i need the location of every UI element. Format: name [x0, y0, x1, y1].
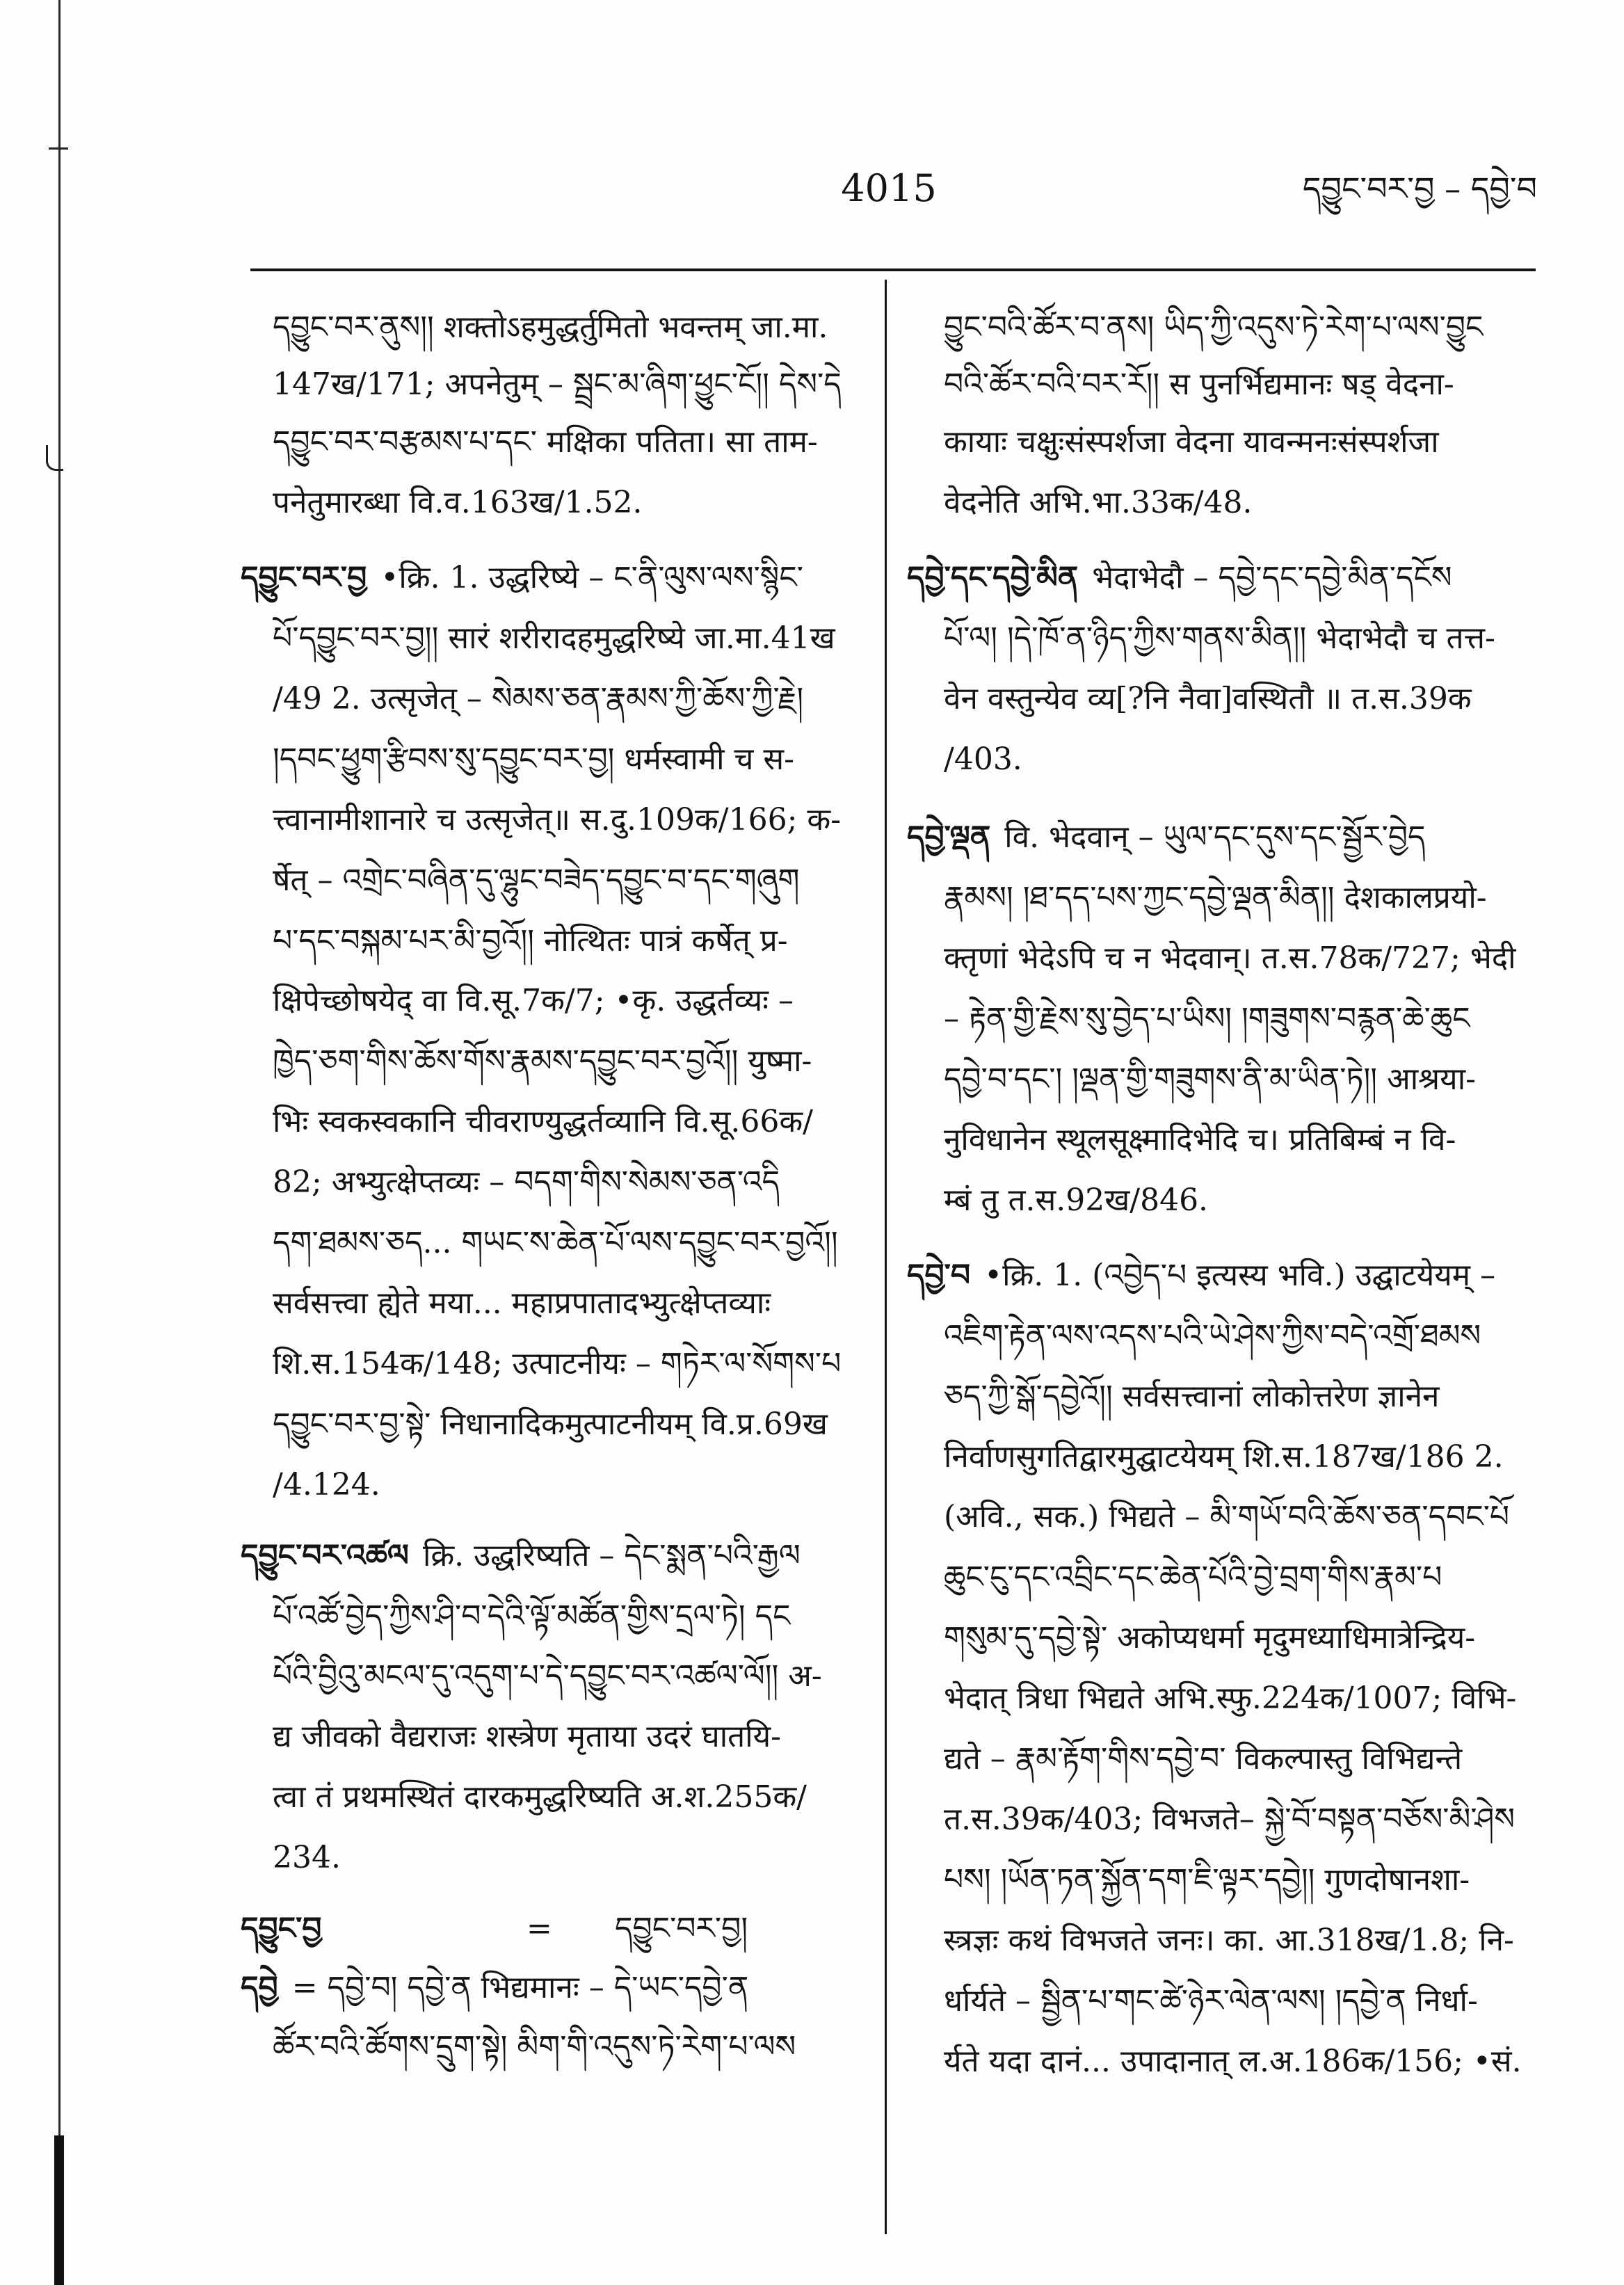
text-line: དབྱེ་བ་དང་། །ལྡན་གྱི་གཟུགས་ནི་མ་ཡིན་ཏེ།། आश्रया- [944, 1061, 1476, 1097]
text-line: པོ་ལ། །དེ་ཁོ་ན་ཉིད་ཀྱིས་གནས་མིན།། भेदाभेदौ च तत्त- [944, 620, 1495, 656]
text-line: དབྱུང་བར་བརྩམས་པ་དང་ मक्षिका पतिता। सा ताम- [273, 424, 818, 460]
entry-line [241, 550, 872, 606]
text-line: གསུམ་དུ་དབྱེ་སྟེ་ अकोप्यधर्मा मृदुमध्याधिमात्रेन्द्रिय- [944, 1620, 1476, 1655]
text-line: र्धार्यते – སྦྱིན་པ་གང་ཚེ་ཉེར་ལེན་ལས། །དབྱེ་ན निर्धा- [944, 1983, 1478, 2019]
text-line: ཚོར་བའི་ཚོགས་དྲུག་སྟེ། མིག་གི་འདུས་ཏེ་རེག་པ་ལས [273, 2029, 796, 2064]
header-rule [250, 268, 1536, 271]
text-line: शि.स.154क/148; उत्पाटनीयः – གཏེར་ལ་སོགས་པ [273, 1346, 842, 1381]
text-line: པ་དང་བསྐམ་པར་མི་བྱའོ།། नोत्थितः पात्रं कर्षेत् प्र- [273, 923, 788, 959]
text-line: म्बं तु त.स.92ख/846. [944, 1182, 1209, 1218]
headword: དབྱེ་བ [907, 1258, 971, 1293]
text-line: भिः स्वकस्वकानि चीवराण्युद्धर्तव्यानि वि.सू.66क/ [273, 1104, 813, 1139]
scan-binding-edge [54, 2135, 64, 2285]
text-line: (अवि., सक.) भिद्यते – མི་གཡོ་བའི་ཆོས་ཅན་དབང་པོ [944, 1499, 1510, 1534]
equals-sign: = [526, 1911, 552, 1946]
text-line: – རྟེན་གྱི་རྗེས་སུ་བྱེད་པ་ཡིས། །གཟུགས་བརྙན་ཆེ་ཆུང [944, 1001, 1470, 1036]
text-line: 82; अभ्युत्क्षेप्तव्यः – བདག་གིས་སེམས་ཅན་འདི [273, 1164, 780, 1200]
text-line: कायाः चक्षुःसंस्पर्शजा वेदना यावन्मनःसंस्पर्शजा [944, 424, 1439, 460]
cross-reference-target: དབྱུང་བར་བྱ། [615, 1911, 748, 1946]
text-line: र्यते यदा दानं... उपादानात् ल.अ.186क/156; •सं. [944, 2044, 1522, 2079]
text-line: /49 2. उत्सृजेत् – སེམས་ཅན་རྣམས་ཀྱི་ཆོས་ཀྱི་རྗེ། [273, 681, 804, 716]
text-line: པོ་འཚོ་བྱེད་ཀྱིས་ཤི་བ་དེའི་ལྟོ་མཚོན་གྱིས་དྲལ་ཏེ། དང [273, 1598, 791, 1634]
text-line: /4.124. [273, 1467, 380, 1502]
text-line: त्त्वानामीशानारे च उत्सृजेत्॥ स.दु.109क/166; क- [273, 802, 842, 837]
text-line: པས། །ཡོན་ཏན་སྐྱོན་དག་ཇི་ལྟར་དབྱེ།། गुणदोषानशा- [944, 1862, 1470, 1898]
running-head: དབྱུང་བར་བྱ – དབྱེ་བ [1302, 170, 1537, 207]
entry-text: •क्रि. 1. उद्धरिष्ये – ང་ནི་ལུས་ལས་སྙིང་ [380, 560, 803, 595]
text-line: क्षिपेच्छोषयेद् वा वि.सू.7क/7; •कृ. उद्धर्तव्यः – [273, 983, 794, 1018]
text-line: वेदनेति अभि.भा.33क/48. [944, 485, 1253, 520]
text-line: निर्वाणसुगतिद्वारमुद्घाटयेयम् शि.स.187ख/186 2. [944, 1439, 1504, 1475]
text-line: स्त्रज्ञः कथं विभजते जनः। का. आ.318ख/1.8; नि- [944, 1923, 1514, 1958]
scan-margin-mark [46, 445, 63, 471]
text-line: པོ་དབྱུང་བར་བྱ།། सारं शरीरादहमुद्धरिष्ये जा.मा.41ख [273, 620, 835, 656]
page-number: 4015 [841, 166, 937, 210]
entry-line [907, 550, 1536, 606]
text-line: ཁྱེད་ཅག་གིས་ཆོས་གོས་རྣམས་དབྱུང་བར་བྱའོ།། युष्मा- [273, 1043, 812, 1079]
entry-line [907, 810, 1536, 865]
text-line: भेदात् त्रिधा भिद्यते अभि.स्फु.224क/1007; विभि- [944, 1681, 1517, 1716]
entry-line [241, 1528, 872, 1584]
text-line: द्यते – རྣམ་རྟོག་གིས་དབྱེ་བ་ विकल्पास्तु विभिद्यन्ते [944, 1741, 1463, 1777]
entry-line [241, 1960, 872, 2016]
entry-text: भेदाभेदौ – དབྱེ་དང་དབྱེ་མིན་དངོས [1092, 560, 1452, 595]
text-line: དག་ཐམས་ཅད... གཡང་ས་ཆེན་པོ་ལས་དབྱུང་བར་བྱའོ།། [273, 1225, 838, 1260]
text-line: རྣམས། །ཐ་དད་པས་ཀྱང་དབྱེ་ལྡན་མིན།། देशकालप्रयो- [944, 880, 1487, 915]
headword: དབྱུང་བར་འཚལ [241, 1538, 409, 1573]
text-line: द्य जीवको वैद्यराजः शस्त्रेण मृताया उदरं घातयि- [273, 1719, 782, 1754]
text-line: །དབང་ཕྱུག་རྩིབས་སུ་དབྱུང་བར་བྱ། धर्मस्वामी च स- [273, 741, 795, 777]
headword: དབྱུང་བྱ [241, 1911, 322, 1946]
text-line: सर्वसत्त्वा ह्येते मया... महाप्रपातादभ्युत्क्षेप्तव्याः [273, 1285, 771, 1321]
text-line: བྱུང་བའི་ཚོར་བ་ནས། ཡིད་ཀྱི་འདུས་ཏེ་རེག་པ་ལས་བྱུང [944, 310, 1484, 345]
text-line: पनेतुमारब्धा वि.व.163ख/1.52. [273, 485, 643, 520]
text-line: क्तृणां भेदेऽपि च न भेदवान्। त.स.78क/727; भेदी [944, 940, 1516, 976]
text-line: वेन वस्तुन्येव व्य[?नि नैवा]वस्थितौ ॥ त.स.39क [944, 681, 1472, 716]
headword: དབྱེ་ལྡན [907, 819, 991, 855]
entry-text: वि. भेदवान् – ཡུལ་དང་དུས་དང་སྦྱོར་བྱེད [1004, 819, 1426, 855]
scan-margin-line [58, 0, 61, 2285]
text-line: པོའི་བྱིའུ་མངལ་དུ་འདུག་པ་དེ་དབྱུང་བར་འཚལ་ལོ།། अ- [273, 1658, 822, 1694]
entry-line [907, 1248, 1536, 1304]
headword: དབྱེ [241, 1970, 278, 2005]
text-line: ཆུང་ངུ་དང་འབྲིང་དང་ཆེན་པོའི་བྱེ་བྲག་གིས་རྣམ་པ [944, 1560, 1442, 1595]
scan-margin-mark [49, 147, 68, 150]
text-line: 147ख/171; अपनेतुम् – སྦྲང་མ་ཞིག་ཕྱུང་ངོ།། དེས་དེ [273, 367, 842, 402]
entry-text: •क्रि. 1. (འབྱེད་པ इत्यस्य भवि.) उद्घाटयेयम् – [984, 1258, 1496, 1293]
text-line: དབྱུང་བར་བྱ་སྟེ་ निधानादिकमुत्पाटनीयम् वि.प्र.69ख [273, 1406, 828, 1442]
text-line: /403. [944, 741, 1022, 777]
text-line: དབྱུང་བར་ནུས།། शक्तोऽहमुद्धर्तुमितो भवन्तम् जा.मा. [273, 310, 828, 345]
text-line: नुविधानेन स्थूलसूक्ष्मादिभेदि च। प्रतिबिम्बं न वि- [944, 1122, 1456, 1157]
text-line: त.स.39क/403; विभजते– སྐྱེ་བོ་བསྟན་བཅོས་མི་ཤེས [944, 1802, 1516, 1837]
text-line: 234. [273, 1840, 341, 1875]
text-line: འཇིག་རྟེན་ལས་འདས་པའི་ཡེ་ཤེས་ཀྱིས་བདེ་འགྲོ་ཐམས [944, 1318, 1481, 1354]
text-line: ཅད་ཀྱི་སྒོ་དབྱེའོ།། सर्वसत्त्वानां लोकोत्तरेण ज्ञानेन [944, 1379, 1440, 1414]
entry-text: = དབྱེ་བ། དབྱེ་ན भिद्यमानः – དེ་ཡང་དབྱེ་ན [291, 1970, 749, 2005]
text-line: བའི་ཚོར་བའི་བར་རོ།། स पुनर्भिद्यमानः षड् वेदना- [944, 367, 1454, 402]
text-line: त्वा तं प्रथमस्थितं दारकमुद्धरिष्यति अ.श.255क/ [273, 1779, 807, 1815]
headword: དབྱེ་དང་དབྱེ་མིན [907, 560, 1079, 595]
entry-text: क्रि. उद्धरिष्यति – དེང་སྨན་པའི་རྒྱལ [422, 1538, 801, 1573]
headword: དབྱུང་བར་བྱ [241, 560, 367, 595]
column-divider [885, 280, 887, 2234]
cross-reference-line [241, 1901, 872, 1957]
text-line: र्षेत् – འགྲེང་བཞིན་དུ་ལྷུང་བཟེད་དབྱུང་བ་དང་གཞུག [273, 863, 800, 898]
